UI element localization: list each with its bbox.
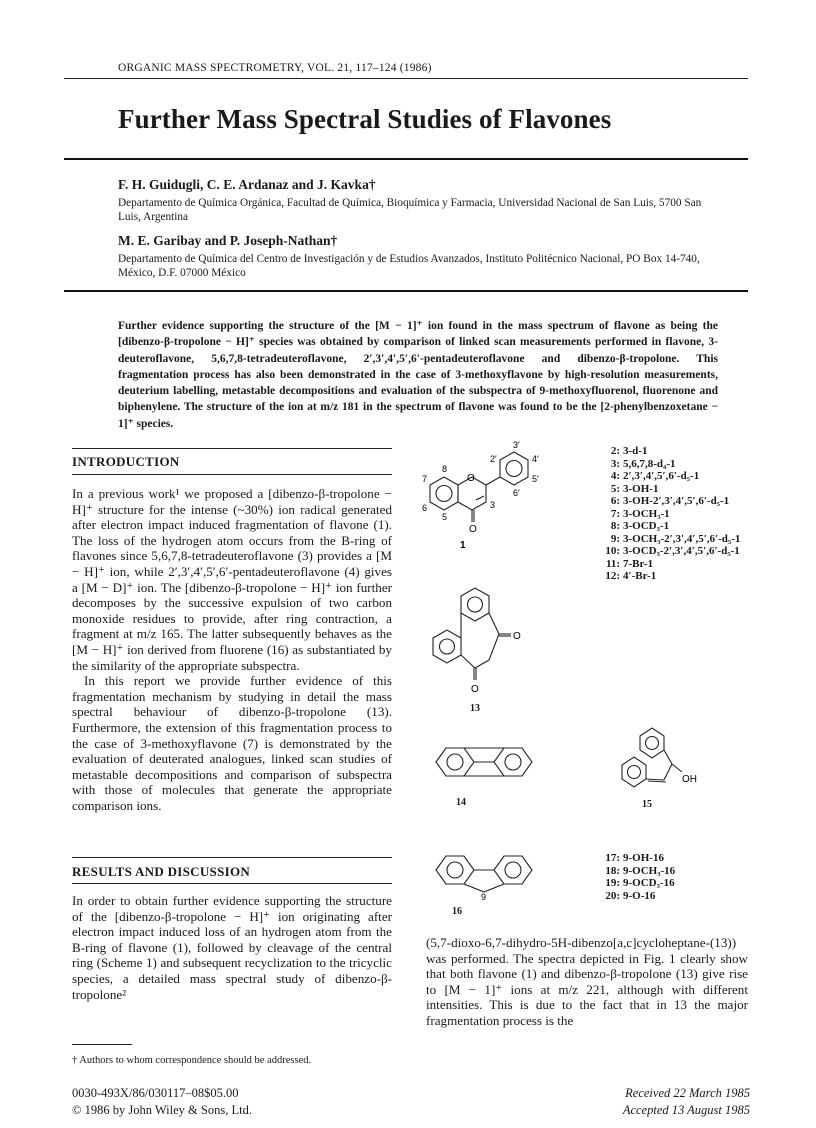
header-rule [64,78,748,79]
structure-flavone [400,440,590,565]
results-heading: RESULTS AND DISCUSSION [72,864,251,879]
author-names-2: M. E. Garibay and P. Joseph-Nathan† [118,233,338,248]
intro-paragraph-2: In this report we provide further evidence of this fragmentation mechanism by studying in detail the mass spectral behaviour of dibenzo-β-tropolone (13). Furthermore, the extension of this fragmentation process to the case of 3-methoxyflavone (7) is demonstrated by the evaluation of deuterated analogues, linked scan studies of metastable decompositions and comparison of subspectra with those of molecules that generate the appropriate comparison ions. [72,673,392,813]
compound-list-fluorenes [600,852,675,902]
paper-title: Further Mass Spectral Studies of Flavones [118,104,612,134]
results-rule-bottom [72,883,392,884]
structure-label-15: 15 [642,799,652,810]
structure-label-14: 14 [456,797,466,808]
structure-label-13: 13 [470,703,480,714]
compound-row: 3: 5,6,7,8-d₄-1 [610,457,676,470]
structure-dibenzotropolone [425,582,535,712]
running-head: ORGANIC MASS SPECTROMETRY, VOL. 21, 117–124 (1986) [118,62,432,74]
intro-rule-bottom [72,474,392,475]
flavone-pos-4p: 4′ [532,454,539,464]
flavone-pos-2p: 2′ [490,454,497,464]
intro-paragraph-1: In a previous work¹ we proposed a [dibenzo-β-tropolone − H]⁺ structure for the intense (~30%) ion radical generated after electron impact induced fragmentation of flavone (1). The loss of the hydrogen atom occurs from the B-ring of flavones since 5,6,7,8-tetradeuteroflavone (3) provides a [M − H]⁺ ion, while 2′,3′,4′,5′,6′-pentadeuteroflavone (4) gives a [M − D]⁺ ion. The [dibenzo-β-tropolone − H]⁺ ion further decomposes by the successive expulsion of two carbon monoxide residues to provide, after ring contraction, a fragment at m/z 165. The latter subsequently behaves as the [M − H]⁺ ion derived from fluorene (16) as substantiated by the similarity of the appropriate subspectra. [72,486,392,673]
compound-row: 10: 3-OCD₃-2′,3′,4′,5′,6′-d₅-1 [605,545,740,557]
flavone-pos-8: 8 [442,464,448,474]
structure-fluorene [432,852,542,900]
fluorene-c9: 9 [481,892,487,900]
phenanthrol-oh: OH [682,774,697,785]
flavone-pos-7: 7 [422,474,428,484]
footer-right [623,1085,750,1119]
flavone-pos-6: 6 [422,503,428,513]
structure-label-16: 16 [452,906,462,917]
authors-rule [64,290,748,292]
author-names-1: F. H. Guidugli, C. E. Ardanaz and J. Kavka† [118,177,376,192]
intro-rule-top [72,448,392,449]
abstract: Further evidence supporting the structure of the [M − 1]⁺ ion found in the mass spectrum of flavone as being the [dibenzo-β-tropolone − H]⁺ species was obtained by comparison of linked scan measurements performed in flavone, 3-deuteroflavone, 5,6,7,8-tetradeuteroflavone, 2′,3′,4′,5′,6′-pentadeuteroflavone and dibenzo-β-tropolone. This fragmentation process has also been demonstrated in the case of 3-methoxyflavone by high-resolution measurements, deuterium labelling, metastable decompositions and evaluation of the subspectra of 9-methoxyfluorenol, fluorenone and biphenylene. The structure of the ion at m/z 181 in the spectrum of flavone was found to be the [2-phenylbenzoxetane − 1]⁺ species. [118,320,718,430]
tropolone-o-bottom: O [471,684,479,695]
compound-row: 8: 3-OCD₃-1 [610,520,670,532]
results-text-right [426,935,748,1029]
flavone-pos-3: 3 [490,500,496,510]
footnote: † Authors to whom correspondence should be addressed. [72,1055,312,1066]
compound-row: 12: 4′-Br-1 [605,570,657,582]
compound-row: 19: 9-OCD₃-16 [605,877,675,889]
flavone-o1: O [467,473,475,484]
footer-left [72,1085,252,1119]
compound-row: 4: 2′,3′,4′,5′,6′-d₅-1 [610,470,700,482]
compound-row: 5: 3-OH-1 [610,482,659,495]
flavone-pos-3p: 3′ [513,440,520,450]
results-text [72,893,392,1002]
flavone-o4: O [469,524,477,535]
compound-row: 2: 3-d-1 [610,445,648,457]
compound-row: 18: 9-OCH₃-16 [605,864,676,877]
flavone-pos-5p: 5′ [532,474,539,484]
compound-row: 6: 3-OH-2′,3′,4′,5′,6′-d₅-1 [610,495,730,507]
affiliation-1: Departamento de Química Orgánica, Facultad de Química, Bioquímica y Farmacia, Universidad Nacional de San Luis, 5700 San Luis, Argentina [118,197,702,223]
compound-list-flavones [600,445,740,583]
journal-code: 0030-493X/86/030117–08$05.00 [72,1086,239,1100]
results-rule-top [72,857,392,858]
received-date: Received 22 March 1985 [625,1086,750,1100]
results-paragraph-1: In order to obtain further evidence supporting the structure of the [dibenzo-β-tropolone − H]⁺ ion originating after electron impact induced loss of an hydrogen atom from the B-ring of flavone (1), followed by cleavage of the central ring (Scheme 1) and subsequent recyclization to the tricyclic species, a detailed mass spectral study of dibenzo-β-tropolone² [72,893,392,1002]
tropolone-o-right: O [513,631,521,642]
compound-row: 17: 9-OH-16 [605,852,664,864]
copyright: © 1986 by John Wiley & Sons, Ltd. [72,1103,252,1117]
intro-text [72,486,392,813]
compound-row: 11: 7-Br-1 [605,557,654,570]
flavone-label: 1 [460,540,466,551]
structure-biphenylene [432,742,542,784]
intro-heading: INTRODUCTION [72,454,180,469]
title-rule [64,158,748,160]
footnote-rule [72,1044,132,1045]
compound-row: 7: 3-OCH₃-1 [610,507,670,520]
flavone-pos-5: 5 [442,512,448,522]
compound-row: 9: 3-OCH₃-2′,3′,4′,5′,6′-d₅-1 [610,532,741,545]
structure-phenanthrol [614,720,714,790]
flavone-pos-6p: 6′ [513,488,520,498]
results-paragraph-right: (5,7-dioxo-6,7-dihydro-5H-dibenzo[a,c]cycloheptane-(13)) was performed. The spectra depicted in Fig. 1 clearly show that both flavone (1) and dibenzo-β-tropolone (13) give rise to [M − 1]⁺ ions at m/z 221, although with different intensities. This is due to the fact that in 13 the major fragmentation process is the [426,935,748,1028]
accepted-date: Accepted 13 August 1985 [622,1103,750,1117]
affiliation-2: Departamento de Química del Centro de Investigación y de Estudios Avanzados, Instituto Politécnico Nacional, PO Box 14-740, México, D.F. 07000 México [118,253,700,279]
compound-row: 20: 9-O-16 [605,889,656,902]
